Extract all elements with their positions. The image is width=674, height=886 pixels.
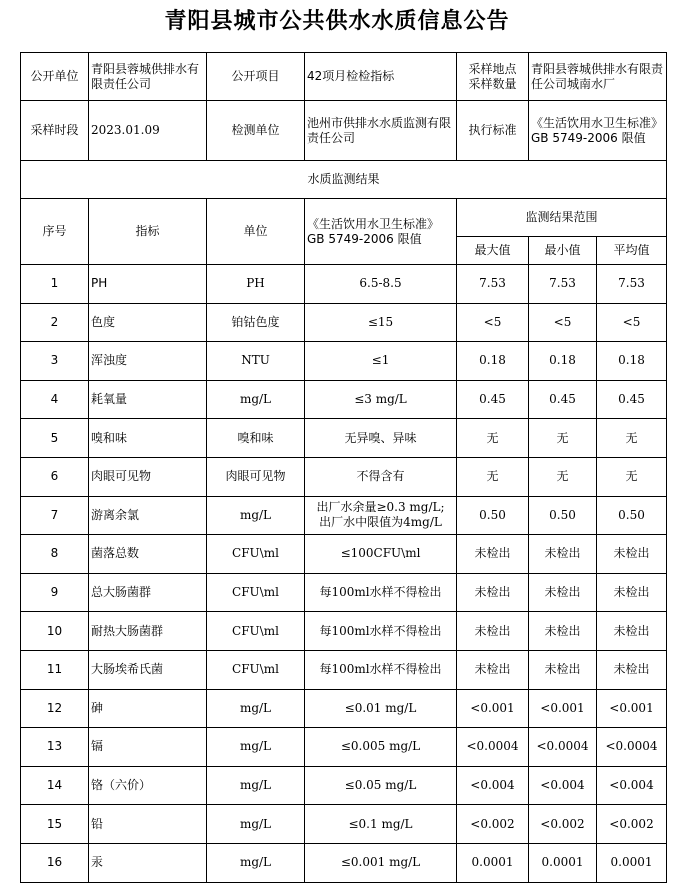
row-min: <0.0004 (529, 728, 597, 767)
row-min: <0.002 (529, 805, 597, 844)
row-unit: CFU\ml (207, 573, 305, 612)
row-avg: 0.45 (597, 380, 667, 419)
table-row (21, 342, 667, 381)
row-no: 3 (21, 342, 89, 381)
row-no: 11 (21, 650, 89, 689)
row-min: 0.18 (529, 342, 597, 381)
table-row (21, 573, 667, 612)
row-indicator: 色度 (89, 303, 207, 342)
row-unit: 铂钴色度 (207, 303, 305, 342)
info-value-project: 42项月检检指标 (305, 53, 457, 101)
col-header-min: 最小值 (529, 237, 597, 265)
info-label-publisher: 公开单位 (21, 53, 89, 101)
row-indicator: 耗氧量 (89, 380, 207, 419)
row-min: <5 (529, 303, 597, 342)
row-unit: 肉眼可见物 (207, 457, 305, 496)
row-max: 0.50 (457, 496, 529, 535)
row-unit: mg/L (207, 728, 305, 767)
row-limit: 每100ml水样不得检出 (305, 573, 457, 612)
row-avg: <0.001 (597, 689, 667, 728)
info-value-sampling-site: 青阳县蓉城供排水有限责任公司城南水厂 (529, 53, 667, 101)
row-min: 0.45 (529, 380, 597, 419)
col-header-range: 监测结果范围 (457, 199, 667, 237)
row-max: 未检出 (457, 573, 529, 612)
row-limit: ≤100CFU\ml (305, 535, 457, 574)
row-max: 未检出 (457, 612, 529, 651)
row-no: 9 (21, 573, 89, 612)
table-row (21, 303, 667, 342)
row-max: <5 (457, 303, 529, 342)
row-limit: ≤0.001 mg/L (305, 843, 457, 882)
col-header-no: 序号 (21, 199, 89, 265)
row-unit: CFU\ml (207, 612, 305, 651)
row-limit: ≤15 (305, 303, 457, 342)
row-indicator: 肉眼可见物 (89, 457, 207, 496)
row-unit: 嗅和味 (207, 419, 305, 458)
table-row (21, 380, 667, 419)
row-no: 1 (21, 265, 89, 304)
row-avg: <0.0004 (597, 728, 667, 767)
row-limit: ≤1 (305, 342, 457, 381)
info-label-standard: 执行标准 (457, 101, 529, 161)
row-indicator: 总大肠菌群 (89, 573, 207, 612)
data-rows (21, 265, 667, 883)
table-row (21, 457, 667, 496)
row-avg: 未检出 (597, 573, 667, 612)
row-avg: 0.18 (597, 342, 667, 381)
row-limit: ≤0.01 mg/L (305, 689, 457, 728)
col-header-avg: 平均值 (597, 237, 667, 265)
row-no: 12 (21, 689, 89, 728)
row-no: 2 (21, 303, 89, 342)
row-max: 7.53 (457, 265, 529, 304)
row-limit: ≤0.005 mg/L (305, 728, 457, 767)
row-min: 未检出 (529, 573, 597, 612)
row-min: 7.53 (529, 265, 597, 304)
row-avg: <0.004 (597, 766, 667, 805)
row-limit: 不得含有 (305, 457, 457, 496)
table-row (21, 612, 667, 651)
row-max: <0.004 (457, 766, 529, 805)
table-row (21, 766, 667, 805)
info-label-sampling-site: 采样地点 采样数量 (457, 53, 529, 101)
row-no: 5 (21, 419, 89, 458)
col-header-limit: 《生活饮用水卫生标准》GB 5749-2006 限值 (305, 199, 457, 265)
table-row (21, 728, 667, 767)
row-no: 7 (21, 496, 89, 535)
section-title: 水质监测结果 (21, 161, 667, 199)
row-limit: 每100ml水样不得检出 (305, 650, 457, 689)
row-limit: ≤0.05 mg/L (305, 766, 457, 805)
info-label-project: 公开项目 (207, 53, 305, 101)
row-indicator: 嗅和味 (89, 419, 207, 458)
row-indicator: 汞 (89, 843, 207, 882)
row-indicator: 铅 (89, 805, 207, 844)
row-no: 16 (21, 843, 89, 882)
row-limit: ≤0.1 mg/L (305, 805, 457, 844)
row-indicator: 游离余氯 (89, 496, 207, 535)
row-no: 8 (21, 535, 89, 574)
row-indicator: 铬（六价） (89, 766, 207, 805)
row-avg: 无 (597, 457, 667, 496)
row-max: 无 (457, 419, 529, 458)
row-no: 13 (21, 728, 89, 767)
row-no: 14 (21, 766, 89, 805)
row-unit: CFU\ml (207, 650, 305, 689)
table-row (21, 843, 667, 882)
page-title: 青阳县城市公共供水水质信息公告 (164, 9, 510, 34)
row-unit: mg/L (207, 496, 305, 535)
row-min: <0.004 (529, 766, 597, 805)
info-label-sampling-period: 采样时段 (21, 101, 89, 161)
table-row (21, 496, 667, 535)
info-value-testing-unit: 池州市供排水水质监测有限责任公司 (305, 101, 457, 161)
row-min: 未检出 (529, 535, 597, 574)
row-no: 10 (21, 612, 89, 651)
table-row (21, 805, 667, 844)
col-header-unit: 单位 (207, 199, 305, 265)
row-indicator: PH (89, 265, 207, 304)
row-limit: ≤3 mg/L (305, 380, 457, 419)
info-value-sampling-period: 2023.01.09 (89, 101, 207, 161)
row-unit: CFU\ml (207, 535, 305, 574)
info-label-testing-unit: 检测单位 (207, 101, 305, 161)
row-avg: 0.50 (597, 496, 667, 535)
row-max: 0.18 (457, 342, 529, 381)
row-avg: 7.53 (597, 265, 667, 304)
row-avg: 未检出 (597, 535, 667, 574)
row-indicator: 砷 (89, 689, 207, 728)
row-limit: 6.5-8.5 (305, 265, 457, 304)
row-max: <0.002 (457, 805, 529, 844)
row-max: 未检出 (457, 650, 529, 689)
row-max: 未检出 (457, 535, 529, 574)
info-row-1 (21, 53, 667, 101)
row-unit: mg/L (207, 805, 305, 844)
row-max: <0.0004 (457, 728, 529, 767)
row-max: 0.45 (457, 380, 529, 419)
row-limit: 出厂水余量≥0.3 mg/L; 出厂水中限值为4mg/L (305, 496, 457, 535)
row-no: 15 (21, 805, 89, 844)
row-unit: mg/L (207, 766, 305, 805)
row-indicator: 耐热大肠菌群 (89, 612, 207, 651)
row-unit: PH (207, 265, 305, 304)
row-unit: NTU (207, 342, 305, 381)
row-no: 4 (21, 380, 89, 419)
row-max: <0.001 (457, 689, 529, 728)
row-indicator: 大肠埃希氏菌 (89, 650, 207, 689)
info-value-standard: 《生活饮用水卫生标准》GB 5749-2006 限值 (529, 101, 667, 161)
row-avg: <5 (597, 303, 667, 342)
row-min: 无 (529, 457, 597, 496)
table-row (21, 689, 667, 728)
row-max: 无 (457, 457, 529, 496)
row-unit: mg/L (207, 380, 305, 419)
row-indicator: 镉 (89, 728, 207, 767)
row-unit: mg/L (207, 843, 305, 882)
row-unit: mg/L (207, 689, 305, 728)
row-limit: 每100ml水样不得检出 (305, 612, 457, 651)
row-indicator: 菌落总数 (89, 535, 207, 574)
col-header-indicator: 指标 (89, 199, 207, 265)
row-limit: 无异嗅、异味 (305, 419, 457, 458)
table-row (21, 265, 667, 304)
row-avg: 未检出 (597, 612, 667, 651)
row-min: <0.001 (529, 689, 597, 728)
row-indicator: 浑浊度 (89, 342, 207, 381)
section-title-row (21, 161, 667, 199)
row-min: 0.0001 (529, 843, 597, 882)
row-min: 0.50 (529, 496, 597, 535)
row-avg: 未检出 (597, 650, 667, 689)
row-max: 0.0001 (457, 843, 529, 882)
water-quality-table (20, 52, 667, 883)
table-row (21, 535, 667, 574)
table-row (21, 650, 667, 689)
row-min: 未检出 (529, 612, 597, 651)
row-no: 6 (21, 457, 89, 496)
col-header-max: 最大值 (457, 237, 529, 265)
row-min: 无 (529, 419, 597, 458)
table-row (21, 419, 667, 458)
row-min: 未检出 (529, 650, 597, 689)
row-avg: <0.002 (597, 805, 667, 844)
column-header-row (21, 199, 667, 237)
info-value-publisher: 青阳县蓉城供排水有限责任公司 (89, 53, 207, 101)
row-avg: 0.0001 (597, 843, 667, 882)
row-avg: 无 (597, 419, 667, 458)
info-row-2 (21, 101, 667, 161)
